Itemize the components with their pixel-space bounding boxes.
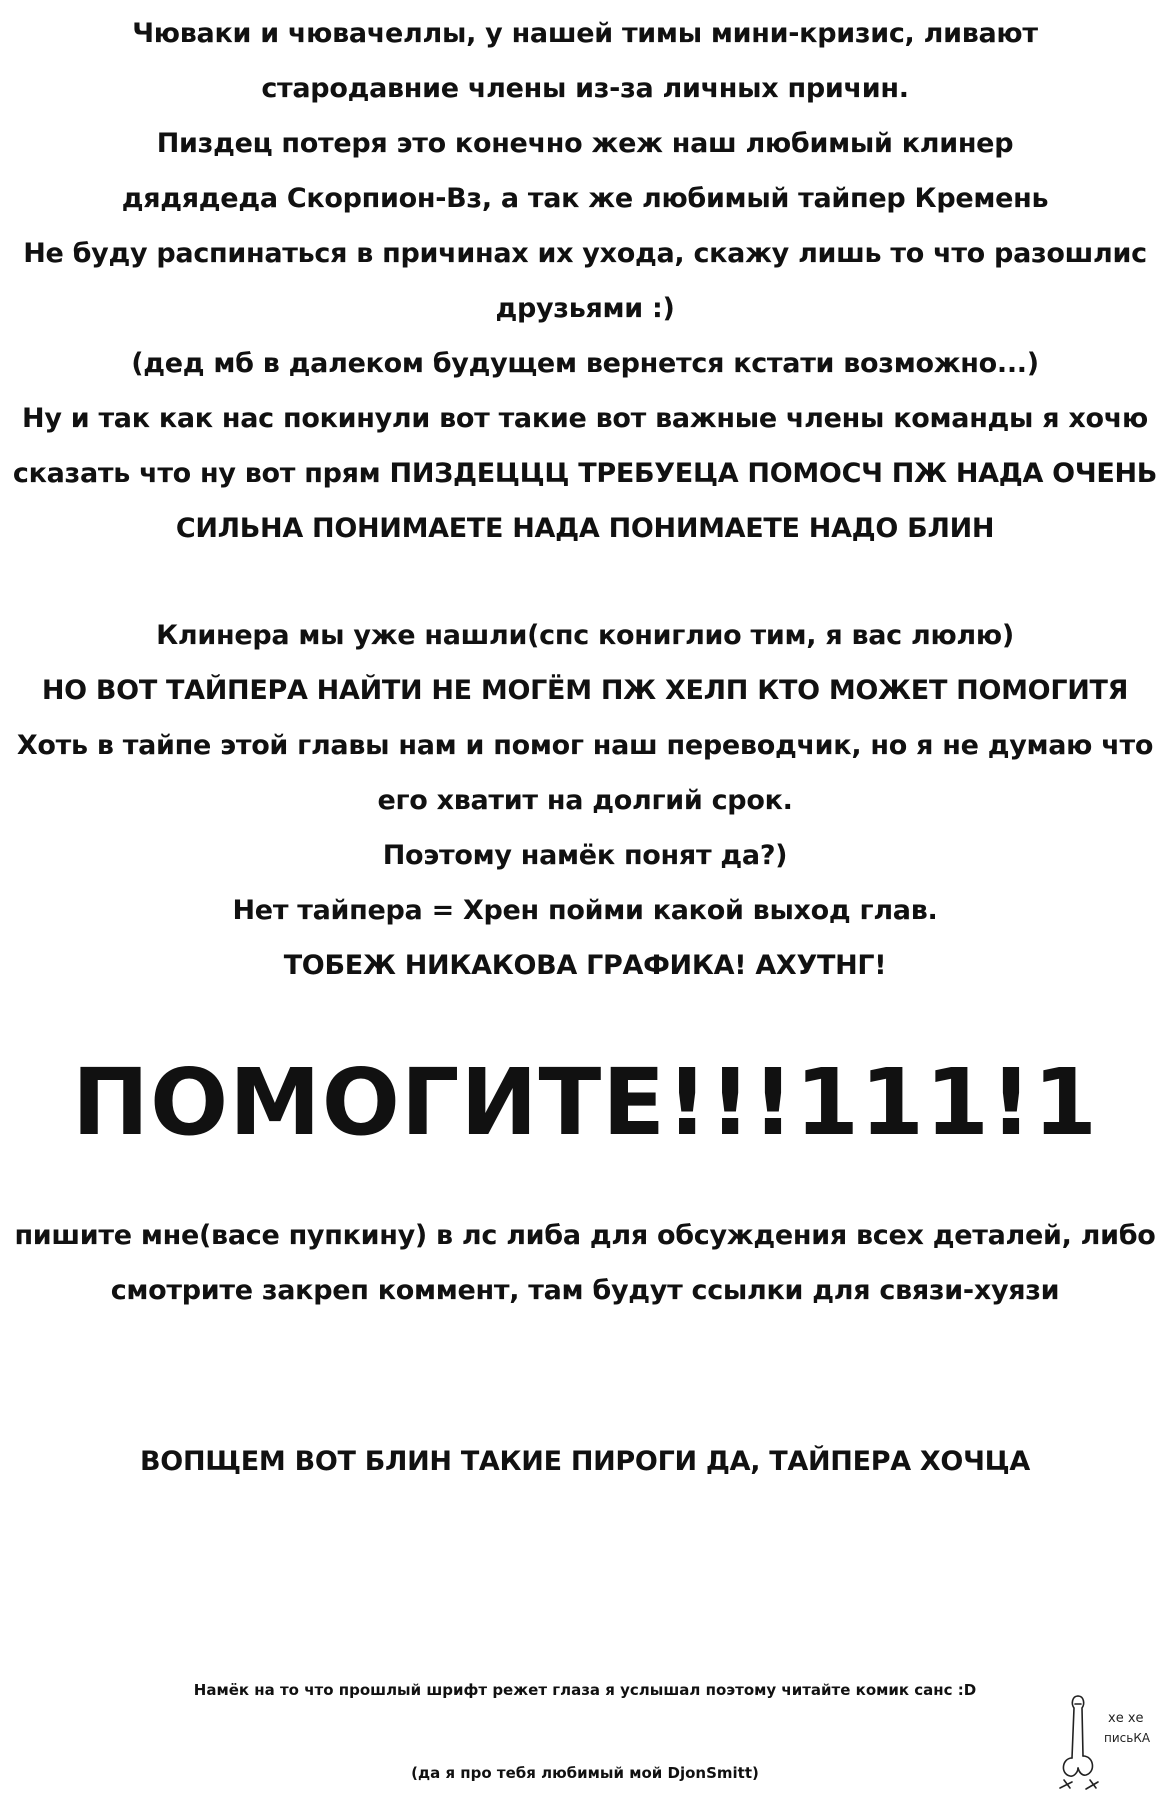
text-line: Клинера мы уже нашли(спс кониглио тим, я вас люлю) (156, 620, 1014, 651)
text-line: Нет тайпера = Хрен пойми какой выход глав. (232, 895, 938, 926)
doodle-caption: письКА (1104, 1731, 1151, 1745)
text-line: (дед мб в далеком будущем вернется кстати возможно...) (131, 348, 1039, 379)
text-line: смотрите закреп коммент, там будут ссылки для связи-хуязи (110, 1275, 1060, 1306)
text-line: Хоть в тайпе этой главы нам и помог наш переводчик, но я не думаю что (16, 730, 1154, 761)
text-line: пишите мне(васе пупкину) в лс либа для обсуждения всех деталей, либо (14, 1220, 1156, 1251)
text-line: Поэтому намёк понят да?) (382, 840, 788, 871)
intro-paragraph (0, 6, 1170, 556)
text-line: сказать что ну вот прям ПИЗДЕЦЦЦ ТРЕБУЕЦА ПОМОСЧ ПЖ НАДА ОЧЕНЬ (12, 458, 1158, 489)
text-line: Чюваки и чювачеллы, у нашей тимы мини-кризис, ливают (132, 18, 1038, 49)
text-line: СИЛЬНА ПОНИМАЕТЕ НАДА ПОНИМАЕТЕ НАДО БЛИН (175, 513, 995, 544)
doodle-drawing (1034, 1692, 1170, 1796)
text-line: друзьями :) (495, 293, 675, 324)
text-line: стародавние члены из-за личных причин. (261, 73, 909, 104)
text-line: ТОБЕЖ НИКАКОВА ГРАФИКА! АХУТНГ! (283, 950, 887, 981)
text-line: Пиздец потеря это конечно жеж наш любимый клинер (156, 128, 1014, 159)
footnote: Намёк на то что прошлый шрифт режет глаза я услышал поэтому читайте комик санс :D (193, 1681, 977, 1699)
doodle-caption: хе хе (1108, 1711, 1144, 1726)
text-line: Не буду распинаться в причинах их ухода, скажу лишь то что разошлис (23, 238, 1147, 269)
text-line: его хватит на долгий срок. (377, 785, 793, 816)
text-line: ВОПЩЕМ ВОТ БЛИН ТАКИЕ ПИРОГИ ДА, ТАЙПЕРА ХОЧЦА (140, 1446, 1030, 1477)
text-line: НО ВОТ ТАЙПЕРА НАЙТИ НЕ МОГЁМ ПЖ ХЕЛП КТО МОЖЕТ ПОМОГИТЯ (41, 675, 1129, 706)
handdrawn-doodle-icon (1034, 1692, 1170, 1796)
footnote: (да я про тебя любимый мой DjonSmitt) (411, 1764, 759, 1782)
closing-line (0, 1434, 1170, 1489)
text-line: дядядеда Скорпион-Вз, а так же любимый тайпер Кремень (121, 183, 1049, 214)
text-line: Ну и так как нас покинули вот такие вот важные члены команды я хочю (22, 403, 1148, 434)
middle-paragraph (0, 608, 1170, 993)
big-heading: ПОМОГИТЕ!!!111!1 (71, 1049, 1099, 1156)
contact-paragraph (0, 1208, 1170, 1318)
